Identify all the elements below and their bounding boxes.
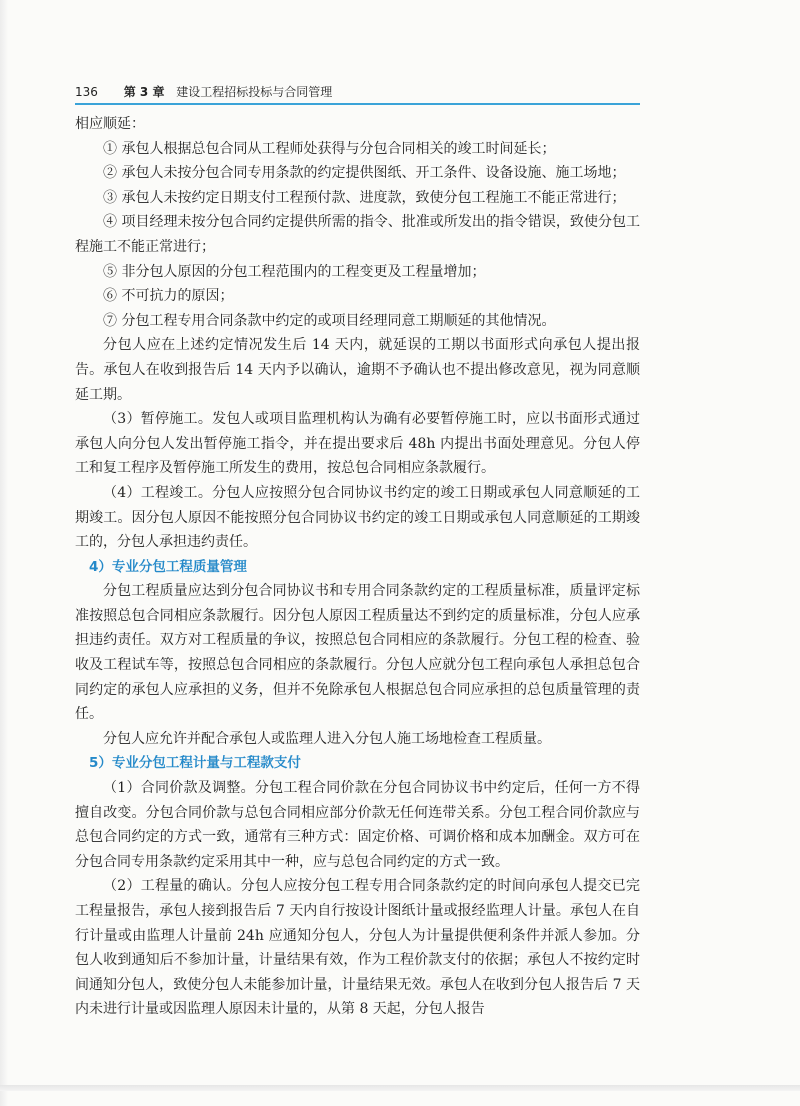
paragraph: ⑤ 非分包人原因的分包工程范围内的工程变更及工程量增加； bbox=[103, 263, 486, 280]
paragraph: （4）工程竣工。分包人应按照分包合同协议书约定的竣工日期或承包人同意顺延的工期竣工。因分包人原因不能按照分包合同协议书约定的竣工日期或承包人同意顺延的工期竣工的，分包人承担违约责任。 bbox=[75, 484, 640, 551]
running-header bbox=[75, 82, 640, 102]
paragraph: ④ 项目经理未按分包合同约定提供所需的指令、批准或所发出的指令错误，致使分包工程施工不能正常进行； bbox=[75, 214, 640, 255]
paragraph: ⑦ 分包工程专用合同条款中约定的或项目经理同意工期顺延的其他情况。 bbox=[103, 312, 556, 329]
section-heading: 4）专业分包工程质量管理 bbox=[89, 558, 247, 575]
section-heading: 5）专业分包工程计量与工程款支付 bbox=[89, 755, 301, 772]
paragraph: 分包人应在上述约定情况发生后 14 天内，就延误的工期以书面形式向承包人提出报告。承包人在收到报告后 14 天内予以确认，逾期不予确认也不提出修改意见，视为同意顺延工期。 bbox=[75, 337, 640, 403]
paragraph: ③ 承包人未按约定日期支付工程预付款、进度款，致使分包工程施工不能正常进行； bbox=[103, 189, 626, 206]
paragraph: 分包人应允许并配合承包人或监理人进入分包人施工场地检查工程质量。 bbox=[103, 730, 551, 747]
paragraph: ⑥ 不可抗力的原因； bbox=[103, 288, 234, 305]
scan-shadow bbox=[0, 0, 8, 1106]
paragraph: ① 承包人根据总包合同从工程师处获得与分包合同相关的竣工时间延长； bbox=[103, 140, 556, 157]
chapter-title: 建设工程招标投标与合同管理 bbox=[176, 85, 333, 99]
paragraph: （3）暂停施工。发包人或项目监理机构认为确有必要暂停施工时，应以书面形式通过承包人向分包人发出暂停施工指令，并在提出要求后 48h 内提出书面处理意见。分包人停工和复工程序及暂停施工所发生的费用，按总包合同相应条款履行。 bbox=[75, 411, 640, 477]
paragraph: （1）合同价款及调整。分包工程合同价款在分包合同协议书中约定后，任何一方不得擅自改变。分包合同价款与总包合同相应部分价款无任何连带关系。分包工程合同价款应与总包合同约定的方式一致，通常有三种方式：固定价格、可调价格和成本加酬金。双方可在分包合同专用条款约定采用其中一种，应与总包合同约定的方式一致。 bbox=[75, 780, 640, 870]
paragraph: （2）工程量的确认。分包人应按分包工程专用合同条款约定的时间向承包人提交已完工程量报告，承包人接到报告后 7 天内自行按设计图纸计量或报经监理人计量。承包人在自行计量或由监理人计量前 24h 应通知分包人，分包人为计量提供便利条件并派人参加。分包人收到通知后不参加计量，计量结果有效，作为工程价款支付的依据；承包人不按约定时间通知分包人，致使分包人未能参加计量，计量结果无效。承包人在收到分包人报告后 7 天内未进行计量或因监理人原因未计量的，从第 8 天起，分包人报告 bbox=[75, 878, 640, 1018]
paragraph: ② 承包人未按分包合同专用条款的约定提供图纸、开工条件、设备设施、施工场地； bbox=[103, 165, 626, 182]
scan-edge bbox=[0, 1085, 800, 1091]
page-number: 136 bbox=[75, 85, 98, 99]
body-text bbox=[75, 112, 640, 1022]
paragraph: 相应顺延： bbox=[75, 116, 145, 132]
paragraph: 分包工程质量应达到分包合同协议书和专用合同条款约定的工程质量标准，质量评定标准按照总包合同相应条款履行。因分包人原因工程质量达不到约定的质量标准，分包人应承担违约责任。双方对工程质量的争议，按照总包合同相应的条款履行。分包工程的检查、验收及工程试车等，按照总包合同相应的条款履行。分包人应就分包工程向承包人承担总包合同约定的承包人应承担的义务，但并不免除承包人根据总包合同应承担的总包质量管理的责任。 bbox=[75, 583, 640, 723]
header-rule bbox=[75, 103, 640, 105]
chapter-label: 第 3 章 bbox=[123, 85, 165, 99]
